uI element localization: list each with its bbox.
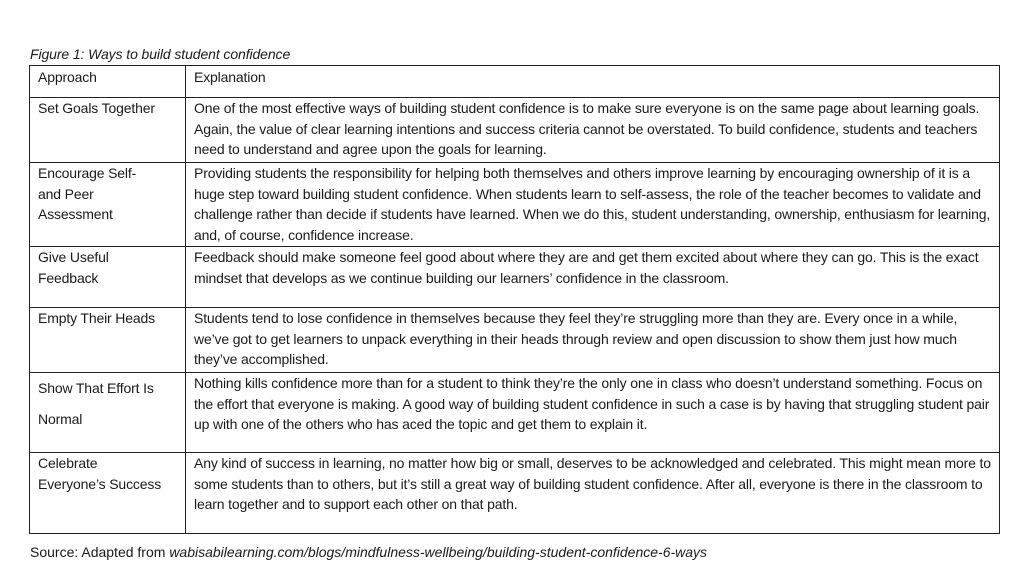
strategies-table	[29, 65, 1000, 534]
table-row	[30, 453, 1000, 534]
table-row	[30, 308, 1000, 373]
approach-cell: Encourage Self- and Peer Assessment	[30, 163, 186, 247]
table-row	[30, 163, 1000, 247]
explanation-cell: Feedback should make someone feel good about where they are and get them excited about where they can go. This is the exact mindset that develops as we continue building our learners’ confidence in the classroom.	[186, 247, 1000, 308]
source-prefix: Source: Adapted from	[30, 544, 170, 560]
explanation-cell: One of the most effective ways of building student confidence is to make sure everyone is on the same page about learning goals. Again, the value of clear learning intentions and success criteria cannot be overstated. To build confidence, students and teachers need to understand and agree upon the goals for learning.	[186, 98, 1000, 163]
explanation-cell: Nothing kills confidence more than for a student to think they’re the only one in class who doesn’t understand something. Focus on the effort that everyone is making. A good way of building student confidence in such a case is by having that struggling student pair up with one of the others who has aced the topic and get them to explain it.	[186, 373, 1000, 453]
approach-cell: Set Goals Together	[30, 98, 186, 163]
table-header-row	[30, 66, 1000, 98]
approach-cell: Celebrate Everyone’s Success	[30, 453, 186, 534]
approach-cell: Give Useful Feedback	[30, 247, 186, 308]
figure-caption: Figure 1: Ways to build student confidence	[30, 46, 291, 62]
explanation-cell: Students tend to lose confidence in themselves because they feel they’re struggling more than they are. Every once in a while, we’ve got to get learners to unpack everything in their heads through review and open discussion to show them just how much they’ve accomplished.	[186, 308, 1000, 373]
approach-cell: Empty Their Heads	[30, 308, 186, 373]
table-row	[30, 98, 1000, 163]
header-explanation: Explanation	[186, 66, 1000, 98]
source-url: wabisabilearning.com/blogs/mindfulness-wellbeing/building-student-confidence-6-ways	[169, 544, 708, 560]
approach-cell: Show That Effort Is Normal	[30, 373, 186, 453]
explanation-cell: Any kind of success in learning, no matter how big or small, deserves to be acknowledged and celebrated. This might mean more to some students than to others, but it’s still a great way of building student confidence. After all, everyone is there in the classroom to learn together and to support each other on that path.	[186, 453, 1000, 534]
header-approach: Approach	[30, 66, 186, 98]
table-row	[30, 373, 1000, 453]
source-note	[30, 544, 707, 560]
explanation-cell: Providing students the responsibility for helping both themselves and others improve learning by encouraging ownership of it is a huge step toward building student confidence. When students learn to self-assess, the role of the teacher becomes to validate and challenge rather than decide if students have learned. When we do this, student understanding, ownership, enthusiasm for learning, and, of course, confidence increase.	[186, 163, 1000, 247]
table-row	[30, 247, 1000, 308]
